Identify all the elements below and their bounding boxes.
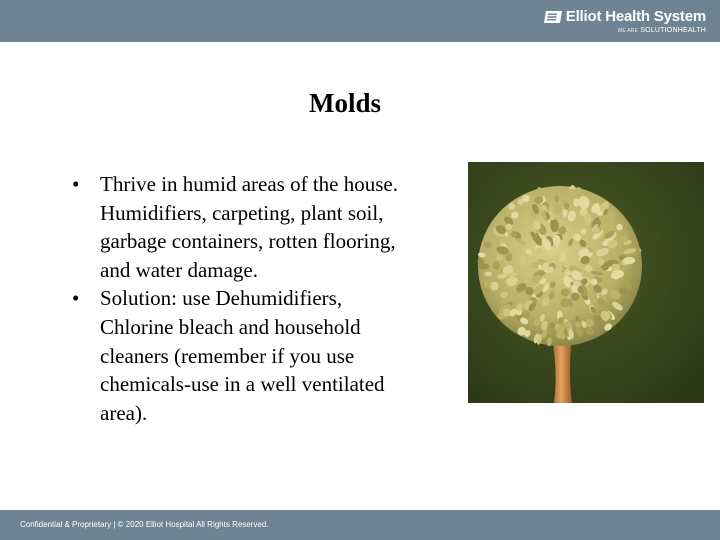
logo-tag-text: SOLUTIONHEALTH [640,27,706,34]
logo-name: Elliot Health System [565,8,706,25]
bullet-text: Solution: use Dehumidifiers, Chlorine bleach and household cleaners (remember if you use chemicals-use in a well ventilated area). [100,286,385,425]
spore-blob [493,261,500,270]
footer-text: Confidential & Proprietary | © 2020 Elliot Hospital All Rights Reserved. [20,520,269,529]
bullet-item [72,170,412,284]
elliot-logo-icon [544,11,562,23]
mold-photo [468,162,704,403]
bullet-item [72,284,412,427]
bullet-text: Thrive in humid areas of the house. Humidifiers, carpeting, plant soil, garbage containers, rotten flooring, and water damage. [100,172,398,282]
bullet-marker: • [72,286,80,311]
slide-title: Molds [309,88,382,118]
header-bar [0,0,720,42]
bullet-marker: • [72,172,80,196]
spore-blob [556,325,565,333]
elliot-logo [544,9,706,36]
footer-bar [0,510,720,540]
logo-tag-prefix: WE ARE [617,28,639,34]
logo-tagline [544,26,706,36]
bullet-list [72,170,412,427]
